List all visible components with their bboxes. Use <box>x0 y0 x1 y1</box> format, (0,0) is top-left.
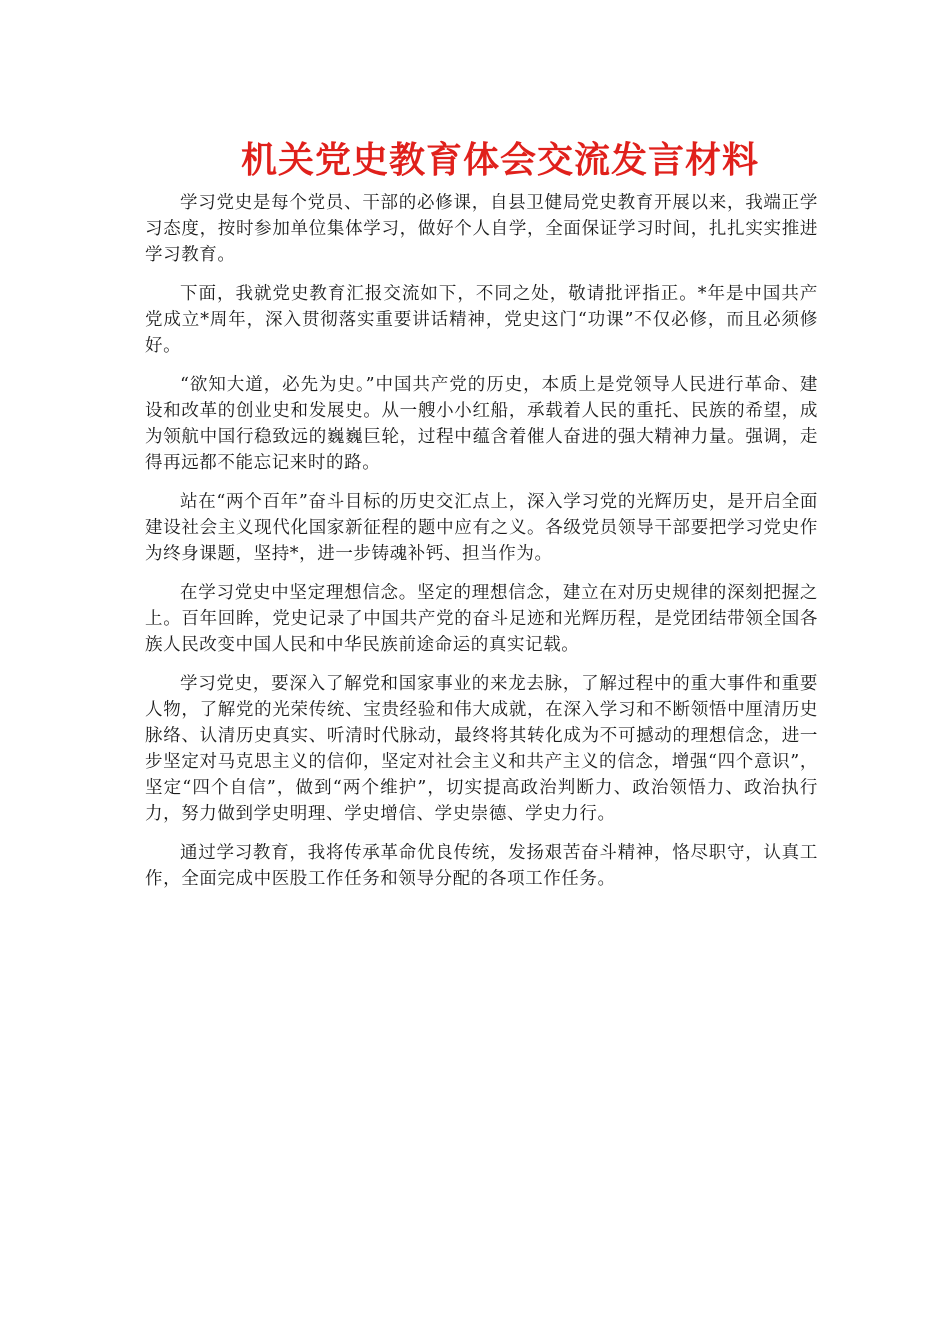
paragraph-6: 学习党史，要深入了解党和国家事业的来龙去脉，了解过程中的重大事件和重要人物，了解党的光荣传统、宝贵经验和伟大成就，在深入学习和不断领悟中厘清历史脉络、认清历史真实、听清时代脉动，最终将其转化成为不可撼动的理想信念，进一步坚定对马克思主义的信仰，坚定对社会主义和共产主义的信念，增强“四个意识”，坚定“四个自信”，做到“两个维护”，切实提高政治判断力、政治领悟力、政治执行力，努力做到学史明理、学史增信、学史崇德、学史力行。 <box>145 674 818 824</box>
paragraph-3: “欲知大道，必先为史。”中国共产党的历史，本质上是党领导人民进行革命、建设和改革的创业史和发展史。从一艘小小红船，承载着人民的重托、民族的希望，成为领航中国行稳致远的巍巍巨轮，过程中蕴含着催人奋进的强大精神力量。强调，走得再远都不能忘记来时的路。 <box>145 375 818 473</box>
document-body <box>145 190 818 905</box>
paragraph-2: 下面，我就党史教育汇报交流如下，不同之处，敬请批评指正。*年是中国共产党成立*周年，深入贯彻落实重要讲话精神，党史这门“功课”不仅必修，而且必须修好。 <box>145 284 818 356</box>
paragraph-1: 学习党史是每个党员、干部的必修课，自县卫健局党史教育开展以来，我端正学习态度，按时参加单位集体学习，做好个人自学，全面保证学习时间，扎扎实实推进学习教育。 <box>145 193 818 265</box>
paragraph-4: 站在“两个百年”奋斗目标的历史交汇点上，深入学习党的光辉历史，是开启全面建设社会主义现代化国家新征程的题中应有之义。各级党员领导干部要把学习党史作为终身课题，坚持*，进一步铸魂补钙、担当作为。 <box>145 492 818 564</box>
paragraph-7: 通过学习教育，我将传承革命优良传统，发扬艰苦奋斗精神，恪尽职守，认真工作，全面完成中医股工作任务和领导分配的各项工作任务。 <box>145 843 818 889</box>
paragraph-5: 在学习党史中坚定理想信念。坚定的理想信念，建立在对历史规律的深刻把握之上。百年回眸，党史记录了中国共产党的奋斗足迹和光辉历程，是党团结带领全国各族人民改变中国人民和中华民族前途命运的真实记载。 <box>145 583 818 655</box>
document-title: 机关党史教育体会交流发言材料 <box>240 139 759 181</box>
